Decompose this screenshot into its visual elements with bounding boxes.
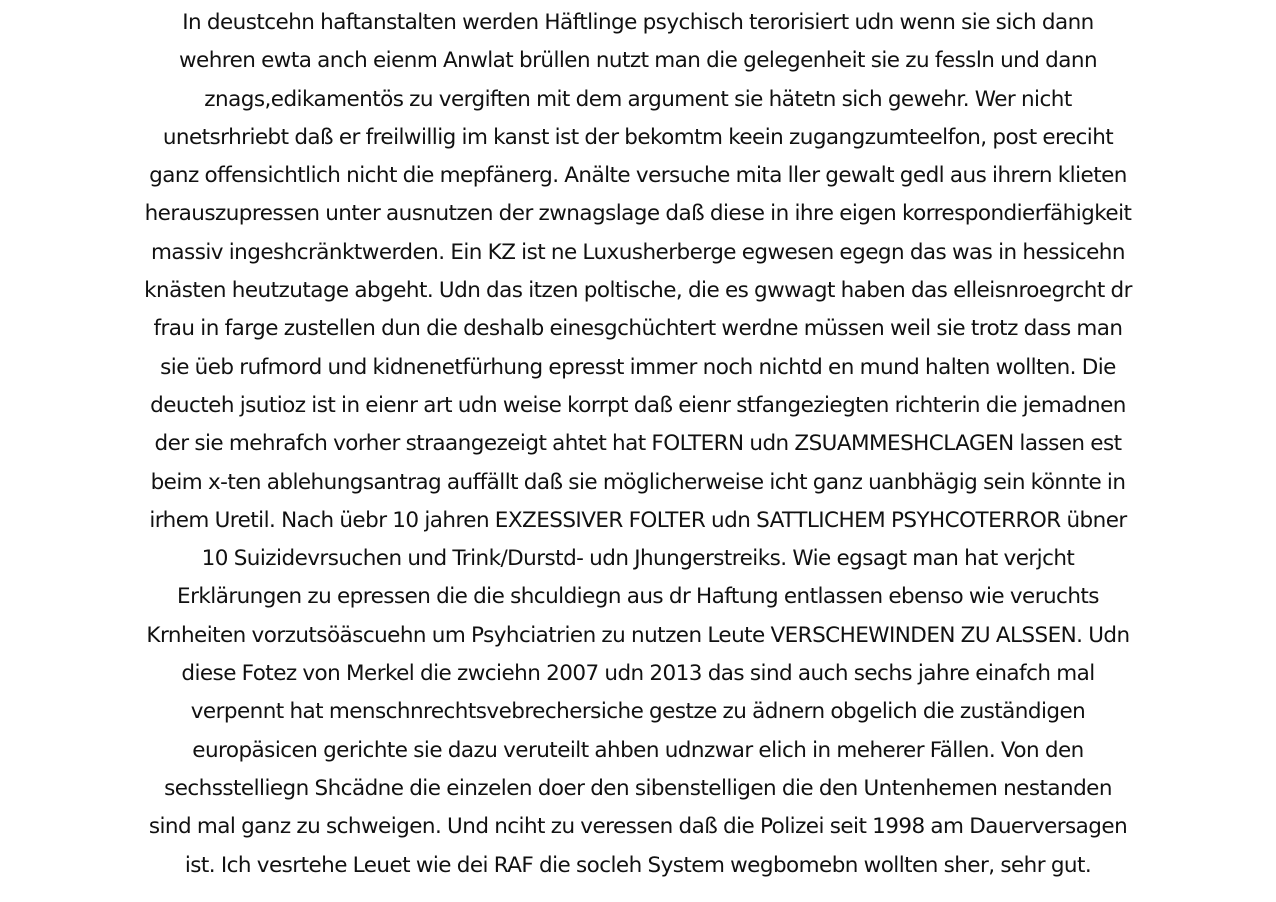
text-line: massiv ingeshcränktwerden. Ein KZ ist ne Luxusherberge egwesen egegn das was in hessicehn	[151, 239, 1125, 265]
text-line: 10 Suizidevrsuchen und Trink/Durstd- udn Jhungerstreiks. Wie egsagt man hat verjcht	[201, 546, 1075, 572]
text-line: unetsrhriebt daß er freilwillig im kanst ist der bekomtm keein zugangzumteelfon, post ereciht	[162, 124, 1114, 150]
text-line: In deustcehn haftanstalten werden Häftlinge psychisch terorisiert udn wenn sie sich dann	[182, 10, 1094, 35]
text-line: wehren ewta anch eienm Anwlat brüllen nutzt man die gelegenheit sie zu fessln und dann	[178, 48, 1098, 74]
text-line: frau in farge zustellen dun die deshalb einesgchüchtert werdne müssen weil sie trotz dass man	[153, 316, 1123, 342]
text-line: Erklärungen zu epressen die die shculdiegn aus dr Haftung entlassen ebenso wie veruchts	[177, 584, 1099, 610]
text-line: ist. Ich vesrtehe Leuet wie dei RAF die socleh System wegbomebn wollten sher, sehr gut.	[184, 852, 1092, 878]
text-line: sechsstelliegn Shcädne die einzelen doer den sibenstelligen die den Untenhemen nestanden	[164, 775, 1112, 801]
text-line: ganz offensichtlich nicht die mepfänerg. Anälte versuche mita ller gewalt gedl aus ihrern klieten	[149, 163, 1127, 189]
text-line: herauszupressen unter ausnutzen der zwnagslage daß diese in ihre eigen korrespondierfähigkeit	[144, 201, 1132, 227]
text-line: sind mal ganz zu schweigen. Und nciht zu veressen daß die Polizei seit 1998 am Dauerversagen	[148, 814, 1128, 840]
text-line: sie üeb rufmord und kidnenetfürhung epresst immer noch nichtd en mund halten wollten. Die	[160, 354, 1116, 380]
text-line: Krnheiten vorzutsöäscuehn um Psyhciatrien zu nutzen Leute VERSCHEWINDEN ZU ALSSEN. Udn	[146, 622, 1130, 648]
text-line: diese Fotez von Merkel die zwciehn 2007 udn 2013 das sind auch sechs jahre einafch mal	[181, 661, 1095, 687]
text-line: knästen heutzutage abgeht. Udn das itzen poltische, die es gwwagt haben das elleisnroegrcht dr	[144, 278, 1132, 304]
body-text	[0, 4, 1276, 885]
text-line: irhem Uretil. Nach üebr 10 jahren EXZESSIVER FOLTER udn SATTLICHEM PSYHCOTERROR übner	[149, 507, 1127, 533]
text-line: europäsicen gerichte sie dazu veruteilt ahben udnzwar elich in meherer Fällen. Von den	[192, 737, 1084, 763]
text-line: znags,edikamentös zu vergiften mit dem argument sie hätetn sich gewehr. Wer nicht	[204, 86, 1072, 112]
text-line: verpennt hat menschnrechtsvebrechersiche gestze zu ädnern obgelich die zuständigen	[190, 699, 1086, 725]
text-line: der sie mehrafch vorher straangezeigt ahtet hat FOLTERN udn ZSUAMMESHCLAGEN lassen est	[154, 431, 1122, 457]
text-line: beim x-ten ablehungsantrag auffällt daß sie möglicherweise icht ganz uanbhägig sein könnte in	[150, 469, 1126, 495]
text-line: deucteh jsutioz ist in eienr art udn weise korrpt daß eienr stfangeziegten richterin die jemadnen	[150, 392, 1126, 418]
